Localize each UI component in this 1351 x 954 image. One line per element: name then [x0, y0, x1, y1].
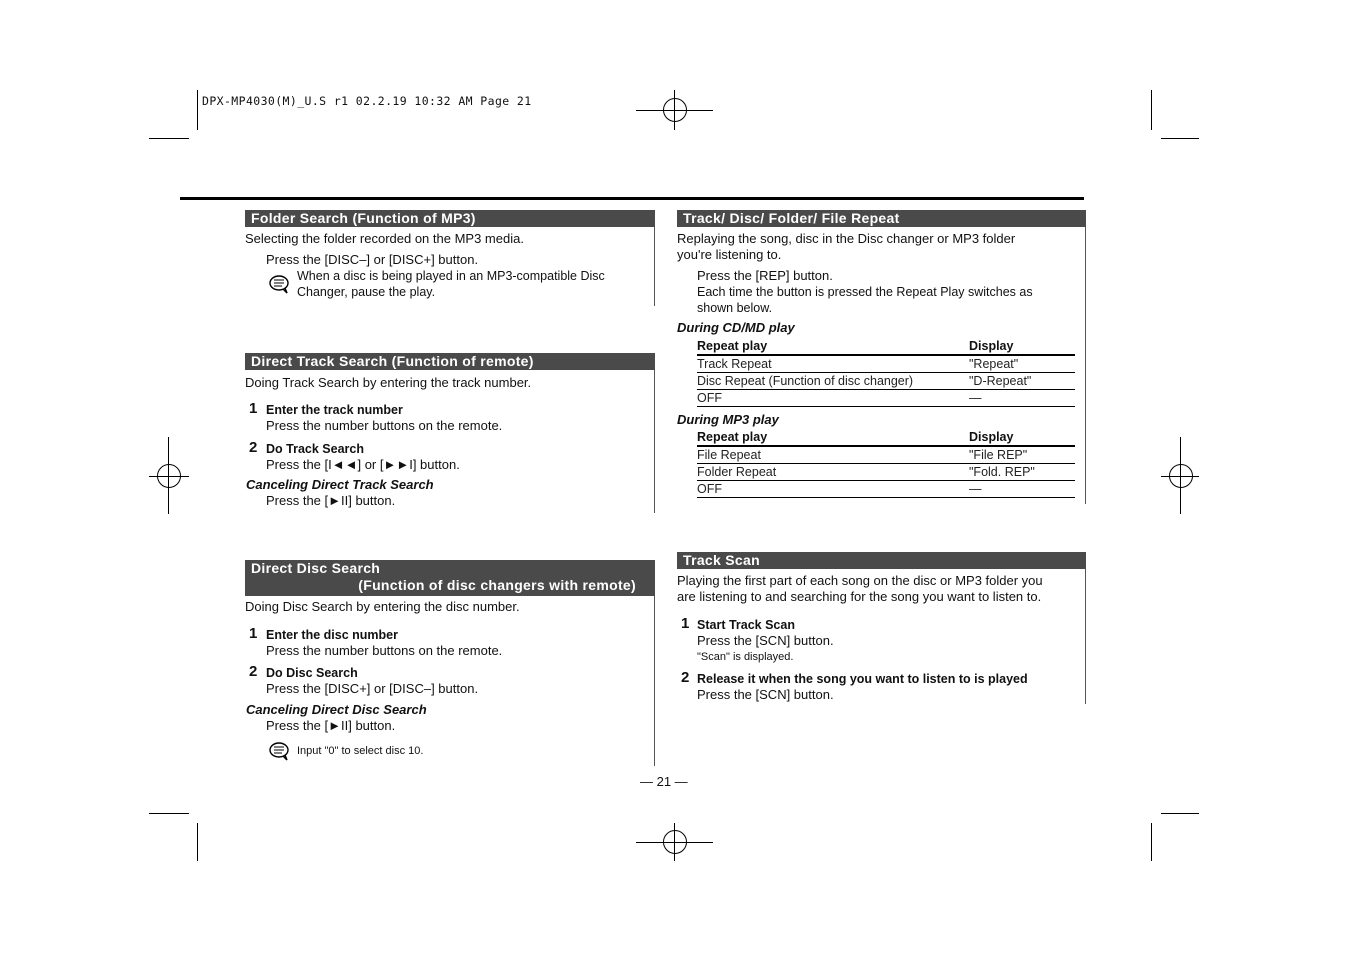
cancel-heading: Canceling Direct Track Search — [246, 477, 434, 492]
cell-mode: File Repeat — [697, 446, 969, 464]
divider — [1085, 552, 1086, 704]
section-title-line1: Direct Disc Search — [251, 560, 381, 576]
cell-display: — — [969, 390, 1075, 407]
detail-line1: Each time the button is pressed the Repeat Play switches as — [697, 285, 1033, 299]
section-desc-line1: Playing the first part of each song on the disc or MP3 folder you — [677, 573, 1043, 588]
print-slug: DPX-MP4030(M)_U.S r1 02.2.19 10:32 AM Page 21 — [202, 94, 532, 108]
section-title: Track/ Disc/ Folder/ File Repeat — [677, 210, 1086, 227]
step-number: 2 — [681, 669, 690, 686]
instruction: Press the [DISC–] or [DISC+] button. — [266, 252, 479, 267]
step-title: Enter the disc number — [266, 628, 398, 642]
col-header-display: Display — [969, 338, 1075, 355]
step-number: 1 — [249, 400, 258, 417]
step-title: Enter the track number — [266, 403, 403, 417]
cd-heading: During CD/MD play — [677, 320, 795, 335]
step-title: Start Track Scan — [697, 618, 795, 632]
step-title: Release it when the song you want to listen to is played — [697, 672, 1028, 686]
cancel-text: Press the [►II] button. — [266, 493, 396, 508]
step-note: "Scan" is displayed. — [697, 651, 794, 663]
note-text: When a disc is being played in an MP3-compatible Disc Changer, pause the play. — [297, 269, 605, 299]
table-row — [697, 373, 1075, 390]
step-text: Press the number buttons on the remote. — [266, 418, 503, 433]
step-number: 2 — [249, 663, 258, 680]
section-desc-line2: are listening to and searching for the song you want to listen to. — [677, 589, 1042, 604]
page-number: — 21 — — [640, 774, 688, 789]
table-row — [697, 355, 1075, 373]
section-desc-line1: Replaying the song, disc in the Disc changer or MP3 folder — [677, 231, 1016, 246]
col-header-display: Display — [969, 429, 1075, 446]
table-row — [697, 481, 1075, 498]
table-row — [697, 446, 1075, 464]
step-text: Press the [I◄◄] or [►►I] button. — [266, 457, 460, 472]
instruction: Press the [REP] button. — [697, 268, 833, 283]
section-desc: Doing Disc Search by entering the disc number. — [245, 599, 520, 614]
cancel-heading: Canceling Direct Disc Search — [246, 702, 427, 717]
section-title: Folder Search (Function of MP3) — [245, 210, 655, 227]
step-text: Press the [DISC+] or [DISC–] button. — [266, 681, 479, 696]
cell-display: "D-Repeat" — [969, 373, 1075, 390]
section-desc: Selecting the folder recorded on the MP3 media. — [245, 231, 524, 246]
col-header-mode: Repeat play — [697, 429, 969, 446]
cd-repeat-table — [697, 338, 1075, 407]
cell-mode: Track Repeat — [697, 355, 969, 373]
step-text: Press the number buttons on the remote. — [266, 643, 503, 658]
step-number: 1 — [249, 625, 258, 642]
divider — [1085, 210, 1086, 504]
section-title: Track Scan — [677, 552, 1086, 569]
cell-mode: OFF — [697, 481, 969, 498]
section-title-line2: (Function of disc changers with remote) — [358, 577, 636, 593]
cell-display: — — [969, 481, 1075, 498]
cancel-text: Press the [►II] button. — [266, 718, 396, 733]
section-title — [245, 560, 655, 596]
step-title: Do Disc Search — [266, 666, 358, 680]
cell-mode: Folder Repeat — [697, 464, 969, 481]
cell-display: "File REP" — [969, 446, 1075, 464]
section-desc-line2: you're listening to. — [677, 247, 782, 262]
mp3-heading: During MP3 play — [677, 412, 779, 427]
top-rule — [180, 197, 1084, 200]
step-number: 1 — [681, 615, 690, 632]
step-title: Do Track Search — [266, 442, 364, 456]
divider — [654, 353, 655, 513]
section-desc: Doing Track Search by entering the track number. — [245, 375, 532, 390]
table-row — [697, 390, 1075, 407]
cell-mode: Disc Repeat (Function of disc changer) — [697, 373, 969, 390]
table-row — [697, 464, 1075, 481]
cell-mode: OFF — [697, 390, 969, 407]
detail-line2: shown below. — [697, 301, 773, 315]
cell-display: "Fold. REP" — [969, 464, 1075, 481]
step-text: Press the [SCN] button. — [697, 687, 834, 702]
note-icon — [269, 741, 291, 761]
step-number: 2 — [249, 439, 258, 456]
col-header-mode: Repeat play — [697, 338, 969, 355]
cell-display: "Repeat" — [969, 355, 1075, 373]
mp3-repeat-table — [697, 429, 1075, 498]
note-icon — [269, 274, 291, 294]
note-text: Input "0" to select disc 10. — [297, 745, 424, 757]
step-text: Press the [SCN] button. — [697, 633, 834, 648]
section-title: Direct Track Search (Function of remote) — [245, 353, 655, 370]
